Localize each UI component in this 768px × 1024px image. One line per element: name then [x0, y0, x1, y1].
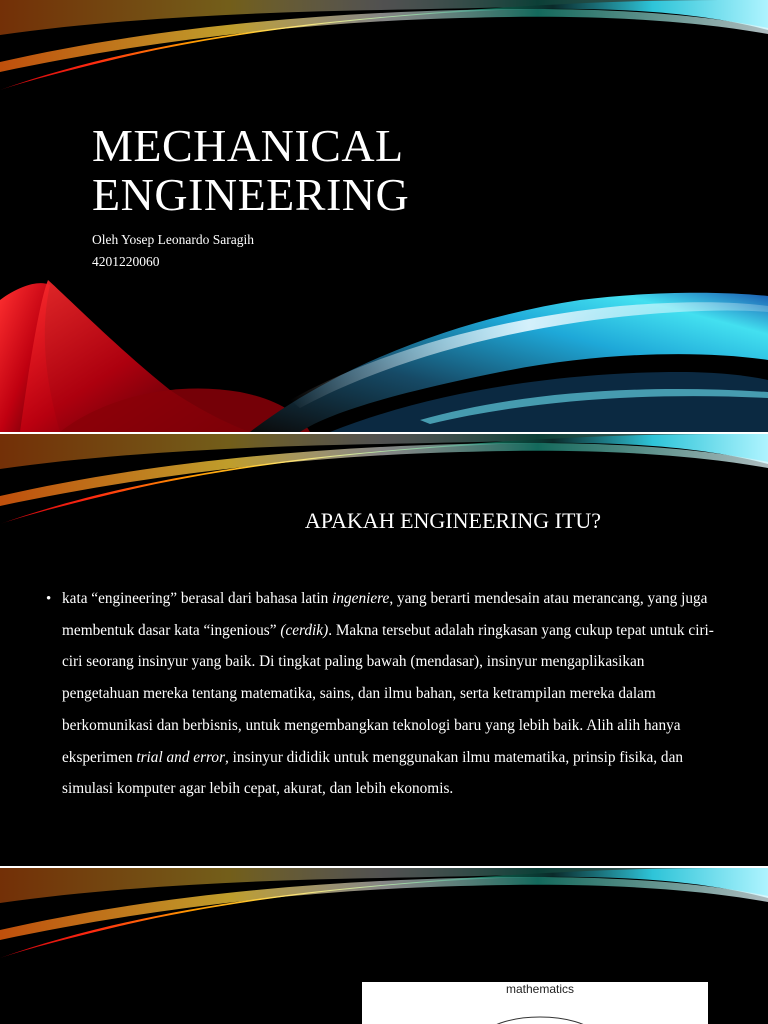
- content-slide: [0, 434, 768, 866]
- diagram-slide: [0, 868, 768, 1024]
- title-line-2: ENGINEERING: [92, 169, 410, 220]
- diagram-image: [362, 982, 708, 1024]
- italic-text-run: trial and error: [136, 748, 226, 766]
- title-slide: [0, 0, 768, 432]
- title-line-1: MECHANICAL: [92, 120, 404, 171]
- italic-text-run: ingeniere: [332, 590, 390, 607]
- presentation-title: [92, 121, 409, 219]
- venn-circle-arc: [480, 1005, 600, 1024]
- italic-text-run: (cerdik): [280, 621, 329, 639]
- student-id: 4201220060: [92, 254, 160, 269]
- text-run: kata “engineering” berasal dari bahasa latin: [62, 590, 333, 607]
- text-run: , insinyur dididik untuk menggunakan ilmu matematika, prinsip fisika, dan simulasi komputer agar lebih cepat, akurat, dan lebih ekonomis.: [62, 748, 684, 798]
- text-run: , yang berarti mendesain atau merancang, yang juga membentuk dasar kata “ingenious”: [62, 590, 708, 639]
- bullet-paragraph: [62, 583, 722, 805]
- bullet-marker: •: [46, 591, 52, 607]
- diagram-label-mathematics: mathematics: [505, 982, 575, 996]
- text-run: . Makna tersebut adalah ringkasan yang cukup tepat untuk ciri-ciri seorang insinyur yang baik. Di tingkat paling bawah (mendasar), insinyur mengaplikasikan pengetahuan mereka tentang matematika, sains, dan ilmu bahan, serta ketrampilan mereka dalam berkomunikasi dan berbisnis, untuk mengembangkan teknologi baru yang lebih baik. Alih alih hanya eksperimen: [62, 621, 714, 766]
- slide-heading: APAKAH ENGINEERING ITU?: [304, 508, 602, 533]
- author-name: Oleh Yosep Leonardo Saragih: [92, 232, 254, 247]
